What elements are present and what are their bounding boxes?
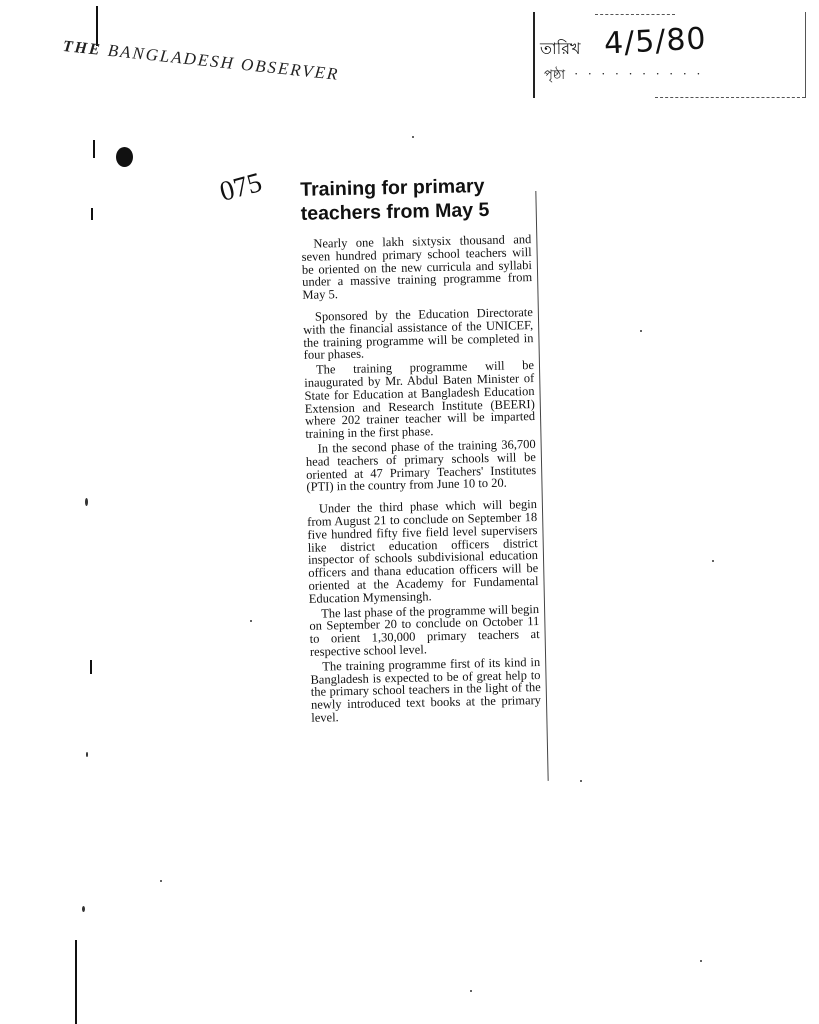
headline-line-2: teachers from May 5 [300, 198, 490, 225]
scan-edge-line [93, 140, 95, 158]
newspaper-masthead [62, 36, 340, 85]
scan-edge-line [75, 940, 77, 1024]
stamp-date-value: 4/5/80 [603, 21, 708, 62]
stamp-dotted-line: · · · · · · · · · · [574, 66, 704, 81]
article-paragraph: The training programme first of its kind in Bangladesh is expected to be of great help to the primary school teachers in the light of the newly introduced text books at the primary level. [310, 654, 542, 725]
scan-speck [580, 780, 582, 782]
article-clipping [296, 173, 541, 726]
article-paragraph: The last phase of the programme will begin on September 20 to conclude on October 11 to orient 1,30,000 primary teachers at respective school level. [309, 601, 540, 659]
article-headline [300, 173, 531, 226]
scan-edge-line [90, 660, 92, 674]
scan-speck [86, 752, 88, 757]
scan-speck [250, 620, 252, 622]
stamp-date-label: তারিখ [540, 39, 581, 58]
scan-speck [85, 498, 88, 506]
scan-speck [160, 880, 162, 882]
article-paragraph: Under the third phase which will begin from August 21 to conclude on September 18 five hundred fifty five field level supervisers like district education officers district inspector of schools subdivisional education officers and thana education officers will be oriented at the Academy for Fundamental Education Mymensingh. [307, 497, 539, 606]
file-number: 075 [216, 167, 266, 208]
scan-speck [700, 960, 702, 962]
scan-speck [712, 560, 714, 562]
article-paragraph: Nearly one lakh sixtysix thousand and seven hundred primary school teachers will be oriented on the new curricula and syllabi under a massive training programme from May 5. [301, 232, 533, 303]
masthead-the: THE [62, 37, 103, 59]
headline-line-1: Training for primary [300, 175, 485, 201]
article-paragraph: The training programme will be inaugurated by Mr. Abdul Baten Minister of State for Education at Bangladesh Education Extension and Research Institute (BEERI) where 202 trainer teacher will be imparted training in the first phase. [304, 358, 536, 442]
article-paragraph: In the second phase of the training 36,700 head teachers of primary schools will be oriented at 47 Primary Teachers' Institutes (PTI) in the country from June 10 to 20. [305, 436, 537, 495]
scan-speck [470, 990, 472, 992]
scan-speck [82, 906, 85, 912]
scan-speck [412, 136, 414, 138]
stamp-page-label: পৃষ্ঠা [544, 68, 566, 83]
scan-edge-line [91, 208, 93, 220]
masthead-name: BANGLADESH OBSERVER [106, 40, 341, 84]
punch-hole [116, 147, 133, 167]
scan-speck [640, 330, 642, 332]
article-paragraph: Sponsored by the Education Directorate with the financial assistance of the UNICEF, the training programme will be completed in four phases. [303, 305, 534, 363]
